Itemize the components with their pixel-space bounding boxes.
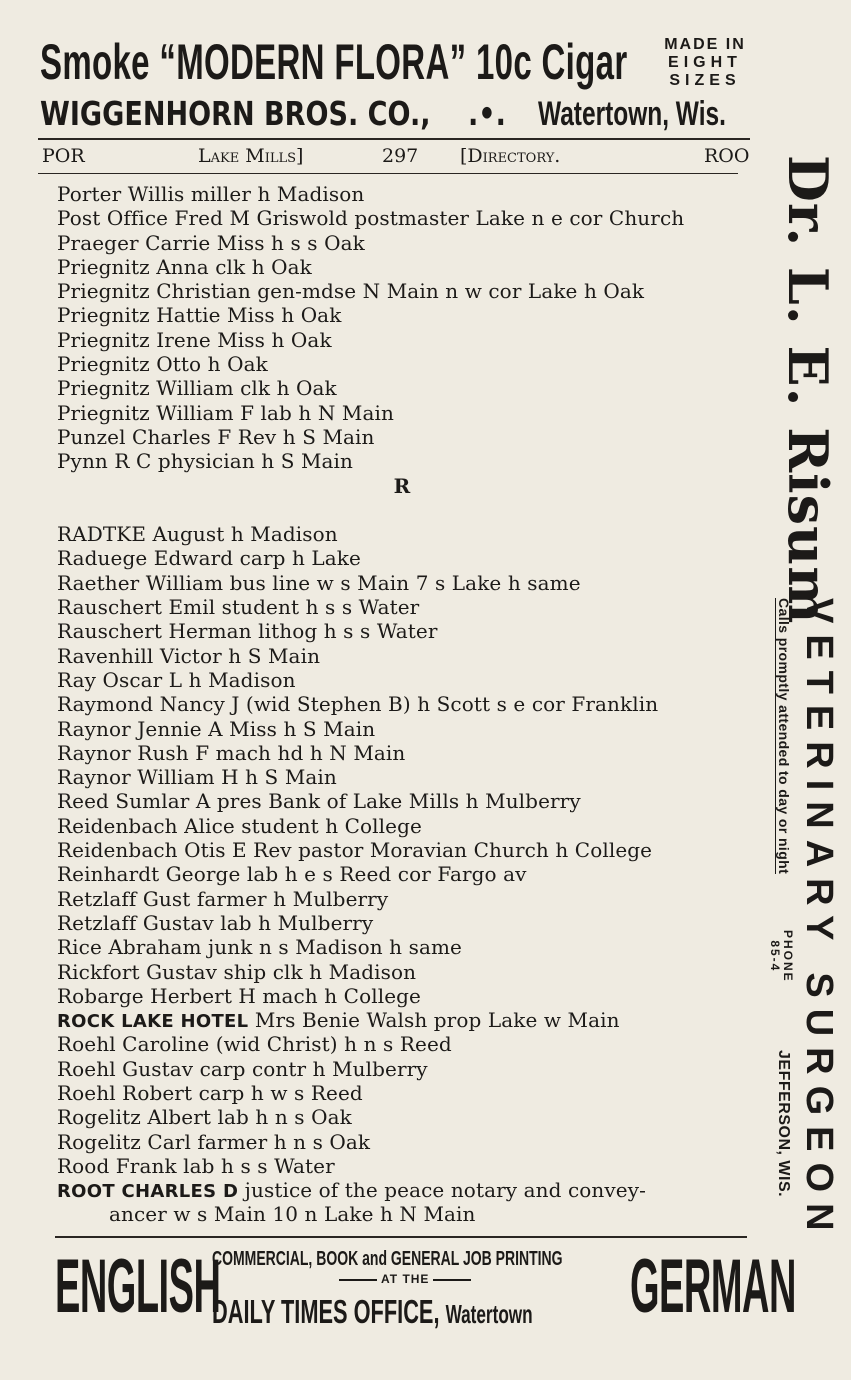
sizes-line-2: EIGHT	[668, 54, 742, 71]
entry-text: Punzel Charles F Rev h S Main	[57, 424, 375, 449]
directory-entry	[57, 449, 757, 473]
ad-office-name: DAILY TIMES OFFICE,	[212, 1293, 440, 1330]
entry-text: Rood Frank lab h s s Water	[57, 1153, 335, 1178]
entry-text: Retzlaff Gustav lab h Mulberry	[57, 910, 374, 935]
ad-english: ENGLISH	[55, 1244, 221, 1329]
ad-german: GERMAN	[630, 1244, 796, 1329]
bottom-divider	[55, 1236, 747, 1238]
entry-text: Rogelitz Albert lab h n s Oak	[57, 1105, 352, 1130]
sizes-line-3: SIZES	[669, 72, 741, 89]
top-divider	[38, 138, 750, 140]
entry-text: Post Office Fred M Griswold postmaster Lake n e cor Church	[57, 206, 685, 231]
entry-text: Praeger Carrie Miss h s s Oak	[57, 230, 365, 255]
directory-entry	[57, 619, 757, 643]
entry-text: R	[393, 473, 411, 498]
ad-at-the-text: AT THE	[381, 1272, 430, 1286]
directory-entry	[57, 498, 757, 522]
entry-text: Raduege Edward carp h Lake	[57, 546, 361, 571]
directory-entry	[57, 206, 757, 230]
entry-text: Priegnitz William clk h Oak	[57, 376, 337, 401]
vet-title: VETERINARY SURGEON	[798, 598, 840, 1242]
entry-text: Rauschert Herman lithog h s s Water	[57, 619, 438, 644]
entry-text: Reinhardt George lab h e s Reed cor Fargo av	[57, 862, 527, 887]
directory-entry	[57, 887, 757, 911]
directory-entry	[57, 814, 757, 838]
directory-entry	[57, 838, 757, 862]
ad-at-the	[335, 1272, 475, 1286]
ad-office-town: Watertown	[445, 1299, 533, 1329]
company-separator: .•.	[468, 94, 506, 133]
directory-entry	[57, 935, 757, 959]
section-letter	[57, 474, 757, 498]
directory-entry	[57, 692, 757, 716]
directory-entry	[57, 595, 757, 619]
vet-name: Dr. L. E. Risum	[776, 155, 840, 625]
directory-entry	[57, 376, 757, 400]
directory-entry	[57, 255, 757, 279]
entry-text: Raynor William H h S Main	[57, 765, 337, 790]
entry-text: ancer w s Main 10 n Lake h N Main	[109, 1202, 476, 1227]
entry-text: Rogelitz Carl farmer h n s Oak	[57, 1129, 371, 1154]
entry-text: Pynn R C physician h S Main	[57, 449, 354, 474]
entry-text: Reidenbach Alice student h College	[57, 813, 422, 838]
directory-entry	[57, 546, 757, 570]
directory-entry	[57, 1105, 757, 1129]
sizes-note	[652, 36, 758, 90]
directory-entry	[57, 571, 757, 595]
entry-text: Rauschert Emil student h s s Water	[57, 595, 420, 620]
entry-business-name: ROOT CHARLES D	[57, 1181, 239, 1203]
top-advertisement	[38, 30, 758, 135]
entry-text: Reidenbach Otis E Rev pastor Moravian Church h College	[57, 838, 653, 863]
entry-text: Raynor Rush F mach hd h N Main	[57, 740, 406, 765]
entry-text: Roehl Caroline (wid Christ) h n s Reed	[57, 1032, 452, 1057]
entry-text: Priegnitz Christian gen-mdse N Main n w cor Lake h Oak	[57, 279, 645, 304]
header-range-start: POR	[42, 145, 85, 167]
entry-text: Raether William bus line w s Main 7 s Lake h same	[57, 570, 581, 595]
directory-entry	[57, 401, 757, 425]
vet-calls-note: Calls promptly attended to day or night	[776, 598, 792, 875]
sizes-line-1: MADE IN	[664, 36, 746, 53]
entry-text: Priegnitz Otto h Oak	[57, 352, 268, 377]
directory-entry	[57, 984, 757, 1008]
entry-text: Retzlaff Gust farmer h Mulberry	[57, 886, 389, 911]
entry-business-name: ROCK LAKE HOTEL	[57, 1011, 249, 1033]
directory-entry	[57, 644, 757, 668]
directory-entry	[57, 1130, 757, 1154]
directory-entry	[57, 1008, 757, 1032]
directory-entry	[57, 668, 757, 692]
company-town: Watertown, Wis.	[538, 95, 726, 133]
entry-text: Priegnitz Irene Miss h Oak	[57, 327, 332, 352]
directory-entry	[57, 862, 757, 886]
directory-entry	[57, 425, 757, 449]
header-page-number: 297	[382, 145, 419, 167]
directory-listing	[57, 182, 757, 1227]
entry-text: Priegnitz Hattie Miss h Oak	[57, 303, 342, 328]
entry-text: Raynor Jennie A Miss h S Main	[57, 716, 376, 741]
entry-text: Robarge Herbert H mach h College	[57, 983, 421, 1008]
veterinary-advertisement	[756, 150, 851, 1242]
entry-text: Ray Oscar L h Madison	[57, 667, 296, 692]
entry-text: Rickfort Gustav ship clk h Madison	[57, 959, 417, 984]
entry-text: Roehl Robert carp h w s Reed	[57, 1080, 363, 1105]
printing-advertisement	[55, 1240, 796, 1340]
entry-text: Priegnitz William F lab h N Main	[57, 400, 394, 425]
entry-text: Porter Willis miller h Madison	[57, 182, 365, 206]
vet-location: JEFFERSON, WIS.	[775, 1050, 792, 1198]
vet-phone-label: PHONE	[781, 930, 795, 983]
entry-text: RADTKE August h Madison	[57, 522, 338, 547]
ad-printing-services: COMMERCIAL, BOOK and GENERAL JOB PRINTING	[212, 1248, 563, 1270]
vet-phone	[768, 930, 794, 983]
directory-entry	[57, 765, 757, 789]
entry-text: Roehl Gustav carp contr h Mulberry	[57, 1056, 428, 1081]
directory-entry	[57, 1202, 757, 1226]
company-name: WIGGENHORN BROS. CO.,	[40, 94, 431, 133]
directory-entry	[57, 789, 757, 813]
entry-text: Mrs Benie Walsh prop Lake w Main	[248, 1008, 620, 1033]
directory-entry	[57, 182, 757, 206]
entry-text: Ravenhill Victor h S Main	[57, 643, 321, 668]
directory-entry	[57, 717, 757, 741]
header-range-end: ROO	[704, 145, 750, 167]
header-section: [Directory.	[460, 145, 561, 167]
header-divider	[38, 173, 738, 174]
entry-text: justice of the peace notary and convey-	[238, 1178, 646, 1203]
directory-entry	[57, 1081, 757, 1105]
vet-phone-number: 85-4	[768, 940, 782, 973]
entry-text: Reed Sumlar A pres Bank of Lake Mills h Mulberry	[57, 789, 581, 814]
header-place: Lake Mills]	[198, 145, 304, 167]
directory-entry	[57, 328, 757, 352]
directory-entry	[57, 352, 757, 376]
directory-entry	[57, 1178, 757, 1202]
directory-entry	[57, 1032, 757, 1056]
directory-entry	[57, 279, 757, 303]
directory-entry	[57, 1154, 757, 1178]
directory-entry	[57, 1057, 757, 1081]
page-header	[42, 143, 750, 169]
directory-entry	[57, 960, 757, 984]
ad-office	[212, 1292, 533, 1334]
directory-entry	[57, 522, 757, 546]
entry-text: Rice Abraham junk n s Madison h same	[57, 935, 462, 960]
entry-text: Priegnitz Anna clk h Oak	[57, 254, 312, 279]
directory-entry	[57, 741, 757, 765]
directory-entry	[57, 231, 757, 255]
entry-text: Raymond Nancy J (wid Stephen B) h Scott s e cor Franklin	[57, 692, 659, 717]
cigar-ad-headline: Smoke “MODERN FLORA” 10c Cigar	[40, 34, 628, 90]
directory-entry	[57, 911, 757, 935]
directory-entry	[57, 303, 757, 327]
